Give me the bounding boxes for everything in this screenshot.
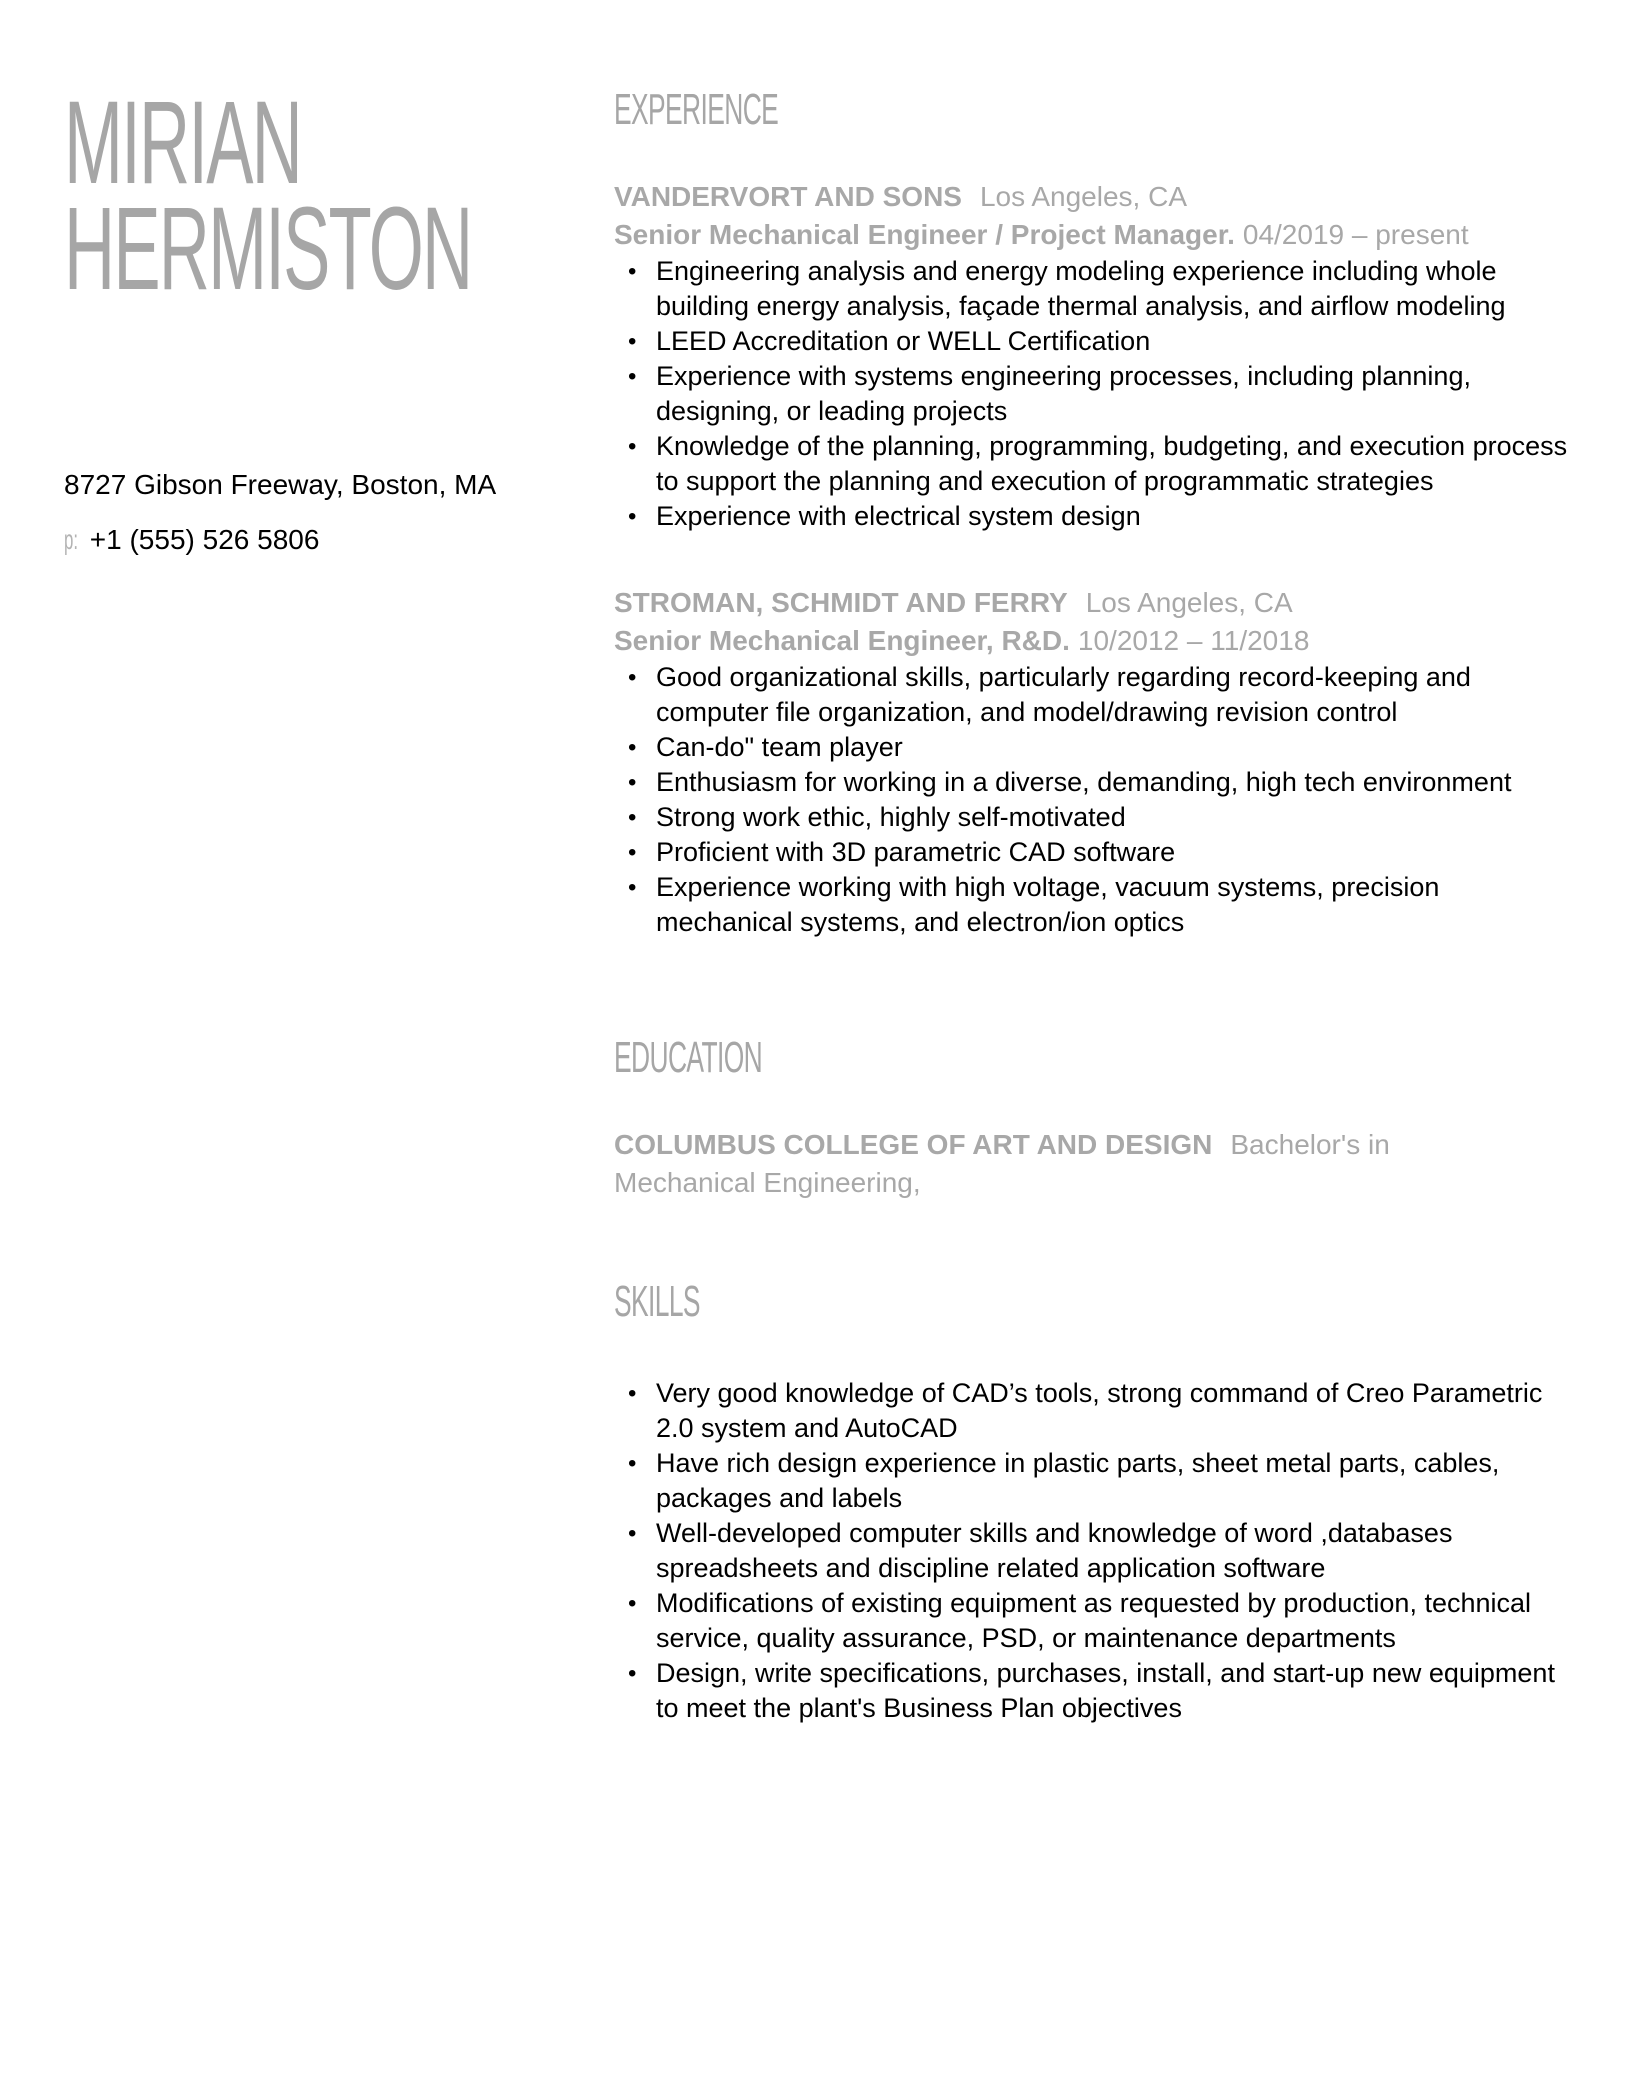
job-role: Senior Mechanical Engineer, R&D.	[614, 625, 1070, 656]
job-role: Senior Mechanical Engineer / Project Manager.	[614, 219, 1235, 250]
job-company-line	[614, 584, 1574, 622]
job-dates: 10/2012 – 11/2018	[1077, 625, 1310, 656]
education-section	[614, 1028, 1574, 1202]
degree: Bachelor's in Mechanical Engineering,	[614, 1129, 1390, 1198]
job-entry	[614, 178, 1574, 534]
first-name: MIRIAN	[64, 77, 301, 209]
list-item: • Have rich design experience in plastic parts, sheet metal parts, cables, packages and labels	[656, 1446, 1574, 1516]
phone-label: p:	[64, 524, 79, 555]
list-item: • Design, write specifications, purchases, install, and start-up new equipment to meet the plant's Business Plan objectives	[656, 1656, 1574, 1726]
experience-title: EXPERIENCE	[614, 85, 779, 134]
list-item: • Well-developed computer skills and knowledge of word ,databases spreadsheets and discipline related application software	[656, 1516, 1574, 1586]
list-item: • Good organizational skills, particularly regarding record-keeping and computer file organization, and model/drawing revision control	[656, 660, 1574, 730]
list-item: • Strong work ethic, highly self-motivated	[656, 800, 1574, 835]
phone-number: +1 (555) 526 5806	[89, 524, 320, 555]
skills-section	[614, 1272, 1574, 1726]
job-company-line	[614, 178, 1574, 216]
job-bullets	[614, 660, 1574, 940]
experience-section	[614, 80, 1574, 940]
education-entry	[614, 1126, 1514, 1202]
job-role-line	[614, 622, 1574, 660]
job-company: STROMAN, SCHMIDT AND FERRY	[614, 587, 1068, 618]
contact-block	[64, 467, 584, 558]
school-name: COLUMBUS COLLEGE OF ART AND DESIGN	[614, 1129, 1213, 1160]
list-item: • Experience with systems engineering processes, including planning, designing, or leading projects	[656, 359, 1574, 429]
list-item: • Experience with electrical system design	[656, 499, 1574, 534]
job-location: Los Angeles, CA	[1085, 587, 1293, 618]
job-dates: 04/2019 – present	[1242, 219, 1469, 250]
list-item: • Can-do" team player	[656, 730, 1574, 765]
list-item: • Engineering analysis and energy modeling experience including whole building energy analysis, façade thermal analysis, and airflow modeling	[656, 254, 1574, 324]
skills-title: SKILLS	[614, 1277, 700, 1326]
job-bullets	[614, 254, 1574, 534]
job-company: VANDERVORT AND SONS	[614, 181, 962, 212]
list-item: • LEED Accreditation or WELL Certification	[656, 324, 1574, 359]
list-item: • Very good knowledge of CAD’s tools, strong command of Creo Parametric 2.0 system and AutoCAD	[656, 1376, 1574, 1446]
list-item: • Modifications of existing equipment as requested by production, technical service, quality assurance, PSD, or maintenance departments	[656, 1586, 1574, 1656]
phone-row	[64, 522, 584, 558]
list-item: • Experience working with high voltage, vacuum systems, precision mechanical systems, and electron/ion optics	[656, 870, 1574, 940]
address: 8727 Gibson Freeway, Boston, MA	[64, 469, 497, 500]
list-item: • Knowledge of the planning, programming, budgeting, and execution process to support the planning and execution of programmatic strategies	[656, 429, 1574, 499]
job-entry	[614, 584, 1574, 940]
job-role-line	[614, 216, 1574, 254]
last-name: HERMISTON	[64, 183, 472, 315]
main-column	[614, 80, 1574, 1726]
list-item: • Enthusiasm for working in a diverse, demanding, high tech environment	[656, 765, 1574, 800]
skills-bullets	[614, 1376, 1574, 1726]
education-title: EDUCATION	[614, 1033, 763, 1082]
list-item: • Proficient with 3D parametric CAD software	[656, 835, 1574, 870]
job-location: Los Angeles, CA	[979, 181, 1187, 212]
name-block	[64, 77, 564, 315]
